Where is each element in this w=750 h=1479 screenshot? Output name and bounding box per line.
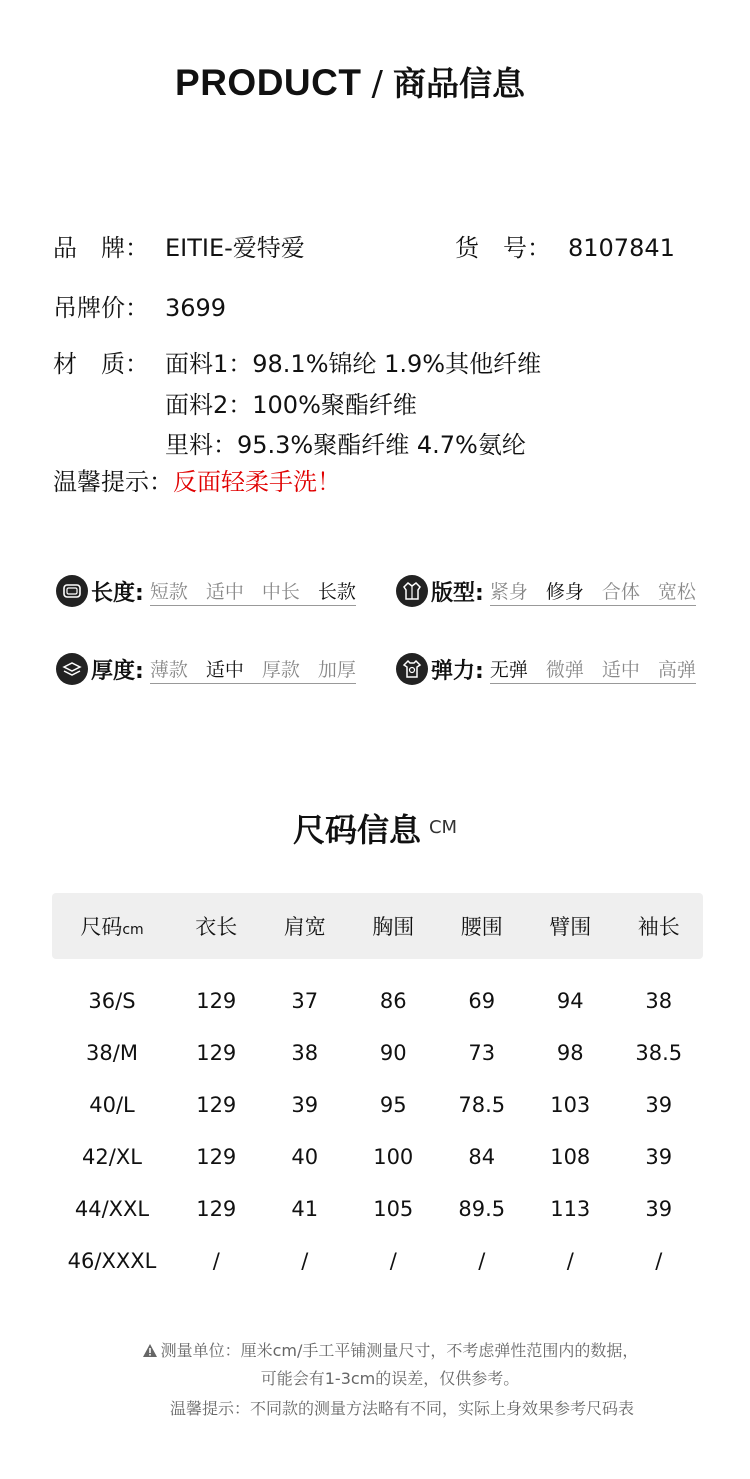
- table-cell: 95: [379, 1093, 407, 1117]
- table-cell: 90: [379, 1041, 407, 1065]
- table-cell: 108: [550, 1145, 591, 1169]
- price-value: 3699: [165, 294, 227, 322]
- table-cell: 73: [468, 1041, 496, 1065]
- table-row: [52, 1079, 703, 1131]
- size-table: [52, 893, 703, 1287]
- table-cell: 36/S: [88, 989, 136, 1013]
- title-separator: /: [371, 64, 383, 104]
- table-cell: 41: [291, 1197, 319, 1221]
- note-line-3: [0, 1396, 750, 1419]
- brand-label: 品 牌：: [53, 234, 149, 262]
- table-cell: 38/M: [86, 1041, 138, 1065]
- table-cell: 38: [645, 989, 673, 1013]
- material-label: 材 质：: [53, 350, 149, 378]
- table-cell: 39: [645, 1093, 673, 1117]
- note-line-1: [0, 1338, 750, 1362]
- table-cell: 113: [550, 1197, 591, 1221]
- material-row: [53, 344, 541, 379]
- thickness-options: [150, 655, 356, 684]
- attr-fit: [396, 574, 696, 608]
- header-unit: cm: [122, 922, 144, 938]
- table-cell: 129: [196, 1093, 237, 1117]
- length-options: [150, 577, 356, 606]
- table-row: [52, 1131, 703, 1183]
- table-cell: 39: [645, 1197, 673, 1221]
- table-cell: 39: [645, 1145, 673, 1169]
- table-cell: 129: [196, 1041, 237, 1065]
- header-cell-size: 尺码cm: [80, 915, 144, 939]
- table-cell: 46/XXXL: [67, 1249, 157, 1273]
- attr-elasticity: [396, 652, 696, 686]
- table-cell: 105: [373, 1197, 414, 1221]
- length-option: 中长: [261, 580, 300, 603]
- elasticity-options: [490, 655, 696, 684]
- header-cell: 胸围: [372, 915, 415, 939]
- size-title: 尺码信息: [292, 811, 421, 849]
- fit-option: 宽松: [657, 580, 696, 603]
- table-cell: /: [212, 1249, 220, 1273]
- table-cell: /: [301, 1249, 309, 1273]
- fit-options: [490, 577, 696, 606]
- note-text-3: 温馨提示：不同款的测量方法略有不同，实际上身效果参考尺码表: [169, 1399, 634, 1418]
- header-cell: 肩宽: [283, 915, 326, 939]
- thickness-label: 厚度:: [91, 658, 144, 684]
- header-cell: 衣长: [195, 915, 238, 939]
- attr-thickness: [56, 652, 356, 686]
- thickness-option: 薄款: [149, 658, 188, 681]
- table-cell: 69: [468, 989, 496, 1013]
- table-cell: 129: [196, 989, 237, 1013]
- sku-value: 8107841: [568, 234, 675, 262]
- table-cell: 103: [550, 1093, 591, 1117]
- table-cell: 98: [556, 1041, 584, 1065]
- size-unit: CM: [428, 817, 458, 838]
- shirt-icon: [396, 653, 428, 685]
- thickness-option-selected: 适中: [205, 658, 244, 681]
- material-line-1: 面料1：98.1%锦纶 1.9%其他纤维: [165, 350, 542, 378]
- table-row: [52, 975, 703, 1027]
- note-line-2: [0, 1366, 750, 1389]
- material-line-3: 里料：95.3%聚酯纤维 4.7%氨纶: [165, 431, 526, 459]
- length-option-selected: 长款: [317, 580, 356, 603]
- size-table-header: [52, 893, 703, 959]
- table-cell: /: [389, 1249, 397, 1273]
- size-section-title: [0, 805, 750, 851]
- header-cell: 袖长: [637, 915, 680, 939]
- table-cell: 78.5: [458, 1093, 506, 1117]
- table-cell: 42/XL: [82, 1145, 142, 1169]
- brand-row: [53, 228, 305, 263]
- table-cell: 37: [291, 989, 319, 1013]
- elasticity-option: 微弹: [545, 658, 584, 681]
- fit-option-selected: 修身: [545, 580, 584, 603]
- table-cell: 86: [379, 989, 407, 1013]
- table-cell: 100: [373, 1145, 414, 1169]
- table-row: [52, 1235, 703, 1287]
- fit-option: 紧身: [489, 580, 528, 603]
- tip-label: 温馨提示：: [53, 468, 173, 496]
- attr-length: [56, 574, 356, 608]
- table-cell: 44/XXL: [74, 1197, 150, 1221]
- tip-value: 反面轻柔手洗！: [173, 468, 341, 496]
- elasticity-option: 适中: [601, 658, 640, 681]
- bag-icon: [56, 575, 88, 607]
- length-label: 长度:: [91, 580, 144, 606]
- fit-option: 合体: [601, 580, 640, 603]
- table-cell: 84: [468, 1145, 496, 1169]
- page-title: [0, 58, 700, 105]
- table-cell: 94: [556, 989, 584, 1013]
- note-text-2: 可能会有1-3cm的误差，仅供参考。: [260, 1369, 520, 1388]
- table-cell: 40: [291, 1145, 319, 1169]
- material-row-3: [165, 425, 526, 460]
- table-row: [52, 1183, 703, 1235]
- table-cell: 38: [291, 1041, 319, 1065]
- sku-label: 货 号：: [455, 234, 551, 262]
- table-cell: /: [566, 1249, 574, 1273]
- price-row: [53, 288, 226, 323]
- size-table-body: [52, 975, 703, 1287]
- table-cell: 39: [291, 1093, 319, 1117]
- table-cell: 40/L: [89, 1093, 135, 1117]
- table-cell: 38.5: [635, 1041, 683, 1065]
- tip-row: [53, 462, 341, 497]
- elasticity-option: 高弹: [657, 658, 696, 681]
- price-label: 吊牌价：: [53, 294, 149, 322]
- length-option: 短款: [149, 580, 188, 603]
- table-cell: /: [478, 1249, 486, 1273]
- brand-value: EITIE-爱特爱: [165, 234, 305, 262]
- title-zh: 商品信息: [392, 64, 525, 103]
- coat-icon: [396, 575, 428, 607]
- table-cell: 89.5: [458, 1197, 506, 1221]
- table-cell: 129: [196, 1145, 237, 1169]
- table-cell: 129: [196, 1197, 237, 1221]
- title-en: PRODUCT: [175, 62, 362, 103]
- thickness-option: 厚款: [261, 658, 300, 681]
- header-cell: 臂围: [549, 915, 592, 939]
- note-text-1: 测量单位：厘米cm/手工平铺测量尺寸，不考虑弹性范围内的数据，: [160, 1341, 639, 1360]
- header-cell: 腰围: [460, 915, 503, 939]
- elasticity-option-selected: 无弹: [489, 658, 528, 681]
- table-cell: /: [655, 1249, 663, 1273]
- warning-icon: [142, 1343, 158, 1362]
- length-option: 适中: [205, 580, 244, 603]
- fit-label: 版型:: [431, 580, 484, 606]
- material-row-2: [165, 385, 417, 420]
- table-row: [52, 1027, 703, 1079]
- material-line-2: 面料2：100%聚酯纤维: [165, 391, 417, 419]
- fabric-icon: [56, 653, 88, 685]
- thickness-option: 加厚: [317, 658, 356, 681]
- elasticity-label: 弹力:: [431, 658, 484, 684]
- sku-row: [455, 228, 675, 263]
